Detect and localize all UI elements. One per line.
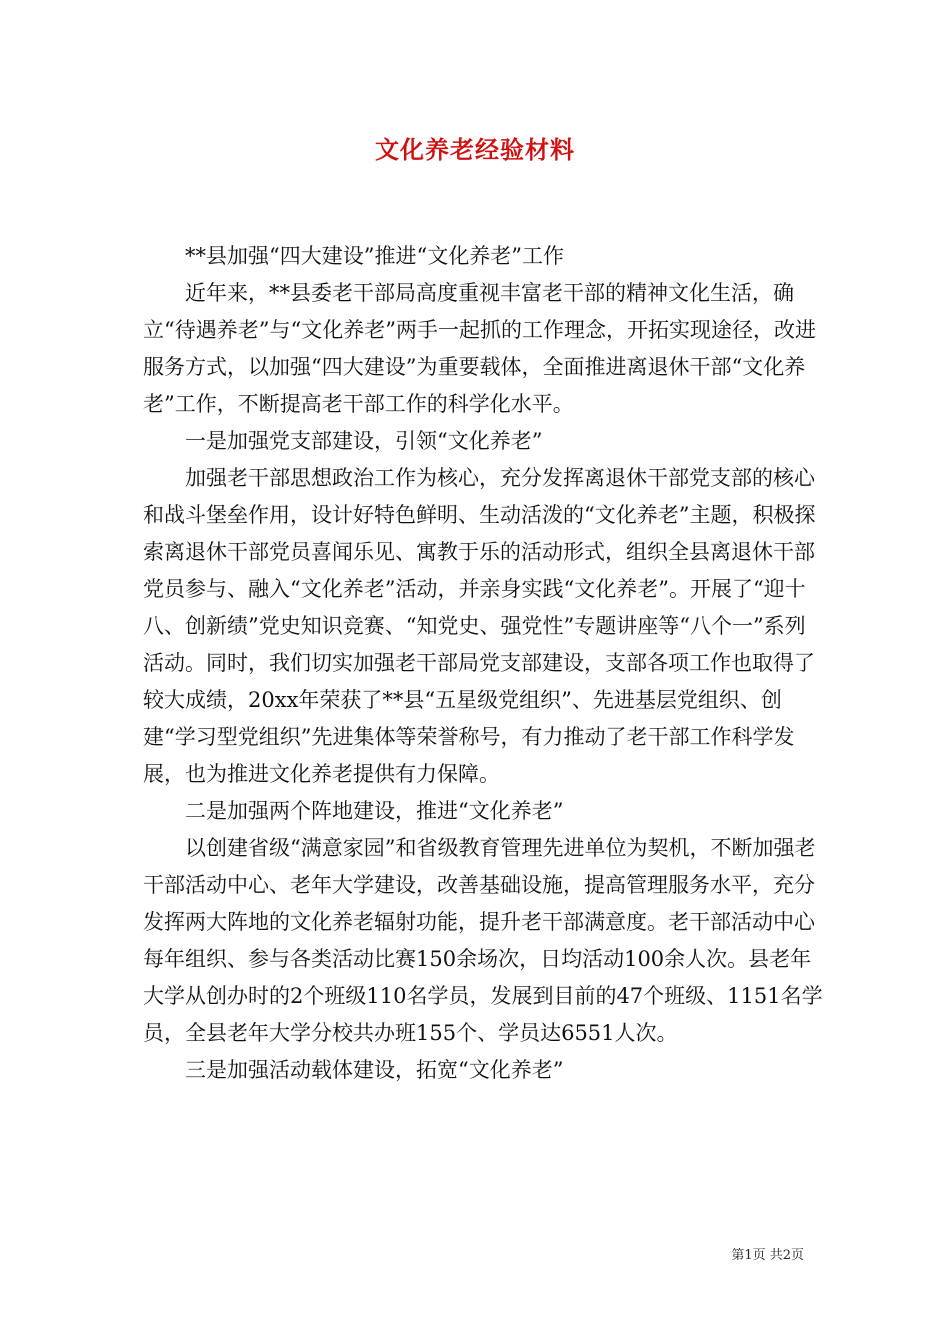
page-number-footer: 第1页 共2页: [731, 1248, 804, 1263]
section-heading-3: 三是加强活动载体建设，拓宽“文化养老”: [185, 1058, 564, 1082]
section-heading-1: 一是加强党支部建设，引领“文化养老”: [185, 429, 543, 453]
intro-paragraph: 近年来，**县委老干部局高度重视丰富老干部的精神文化生活，确立“待遇养老”与“文化养老”两手一起抓的工作理念，开拓实现途径，改进服务方式，以加强“四大建设”为重要载体，全面推进离退休干部“文化养老”工作，不断提高老干部工作的科学化水平。: [143, 281, 816, 416]
section-heading-2: 二是加强两个阵地建设，推进“文化养老”: [185, 799, 564, 823]
section-paragraph-2: 以创建省级“满意家园”和省级教育管理先进单位为契机，不断加强老干部活动中心、老年大学建设，改善基础设施，提高管理服务水平，充分发挥两大阵地的文化养老辐射功能，提升老干部满意度。老干部活动中心每年组织、参与各类活动比赛150余场次，日均活动100余人次。县老年大学从创办时的2个班级110名学员，发展到目前的47个班级、1151名学员，全县老年大学分校共办班155个、学员达6551人次。: [143, 836, 823, 1045]
document-title: 文化养老经验材料: [375, 135, 575, 164]
subtitle-paragraph: **县加强“四大建设”推进“文化养老”工作: [185, 244, 564, 268]
section-paragraph-1: 加强老干部思想政治工作为核心，充分发挥离退休干部党支部的核心和战斗堡垒作用，设计好特色鲜明、生动活泼的“文化养老”主题，积极探索离退休干部党员喜闻乐见、寓教于乐的活动形式，组织全县离退休干部党员参与、融入“文化养老”活动，并亲身实践“文化养老”。开展了“迎十八、创新绩”党史知识竞赛、“知党史、强党性”专题讲座等“八个一”系列活动。同时，我们切实加强老干部局党支部建设，支部各项工作也取得了较大成绩，20xx年荣获了**县“五星级党组织”、先进基层党组织、创建“学习型党组织”先进集体等荣誉称号，有力推动了老干部工作科学发展，也为推进文化养老提供有力保障。: [143, 466, 816, 786]
document-body: [143, 238, 823, 1089]
